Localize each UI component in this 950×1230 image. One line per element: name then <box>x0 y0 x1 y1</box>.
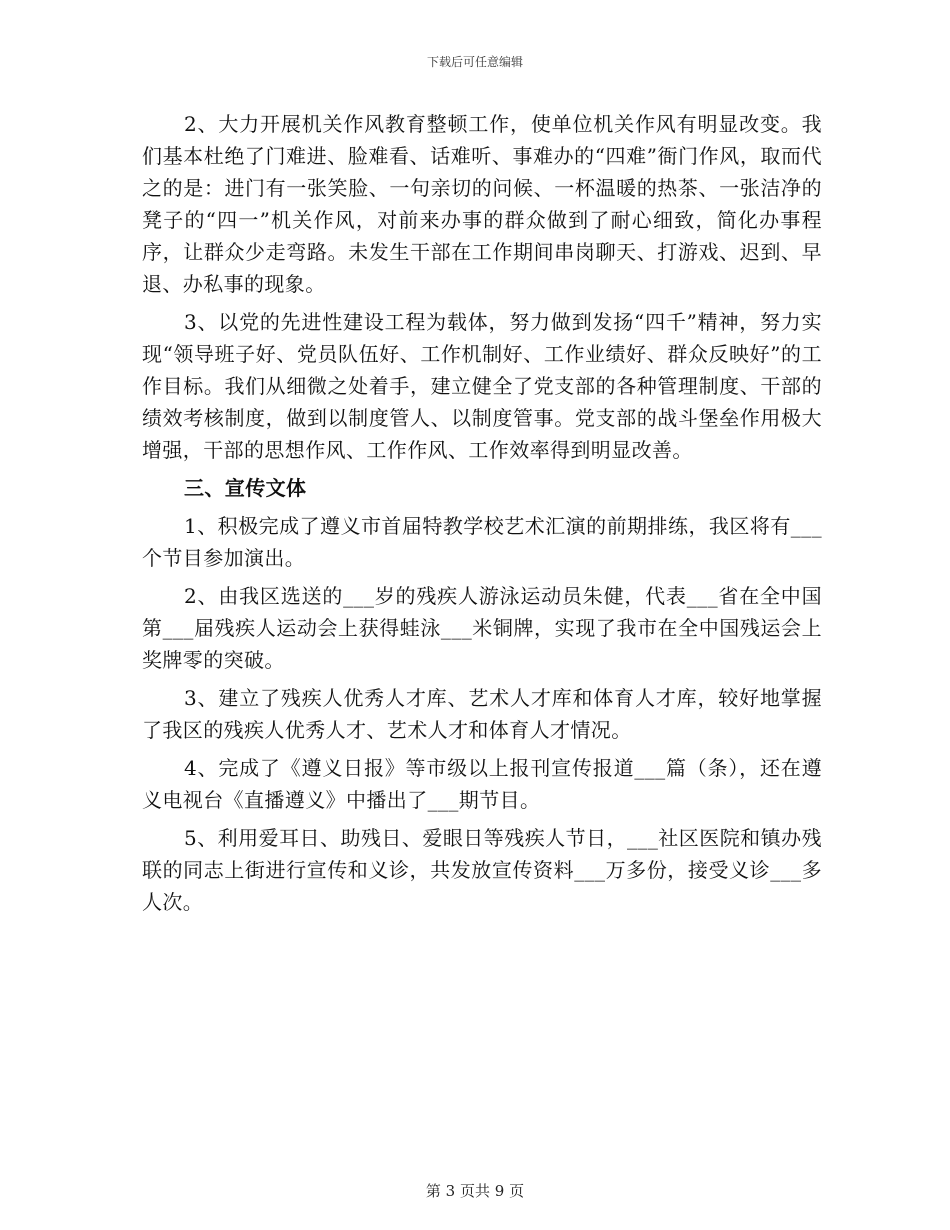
section-paragraph-2: 2、由我区选送的___岁的残疾人游泳运动员朱健，代表___省在全中国第___届残疾人运动会上获得蛙泳___米铜牌，实现了我市在全中国残运会上奖牌零的突破。 <box>142 584 822 672</box>
paragraph-3: 3、以党的先进性建设工程为载体，努力做到发扬“四千”精神，努力实现“领导班子好、党员队伍好、工作机制好、工作业绩好、群众反映好”的工作目标。我们从细微之处着手，建立健全了党支部的各种管理制度、干部的绩效考核制度，做到以制度管人、以制度管事。党支部的战斗堡垒作用极大增强，干部的思想作风、工作作风、工作效率得到明显改善。 <box>142 310 822 462</box>
page-header: 下载后可任意编辑 <box>426 55 523 69</box>
section-paragraph-1: 1、积极完成了遵义市首届特教学校艺术汇演的前期排练，我区将有___个节目参加演出。 <box>142 514 822 570</box>
paragraph-2: 2、大力开展机关作风教育整顿工作，使单位机关作风有明显改变。我们基本杜绝了门难进、脸难看、话难听、事难办的“四难”衙门作风，取而代之的是：进门有一张笑脸、一句亲切的问候、一杯温暖的热茶、一张洁净的凳子的“四一”机关作风，对前来办事的群众做到了耐心细致，简化办事程序，让群众少走弯路。未发生干部在工作期间串岗聊天、打游戏、迟到、早退、办私事的现象。 <box>142 112 822 296</box>
section-paragraph-3: 3、建立了残疾人优秀人才库、艺术人才库和体育人才库，较好地掌握了我区的残疾人优秀人才、艺术人才和体育人才情况。 <box>142 686 822 742</box>
section-paragraph-4: 4、完成了《遵义日报》等市级以上报刊宣传报道___篇（条），还在遵义电视台《直播遵义》中播出了___期节目。 <box>142 756 822 812</box>
document-body <box>142 108 822 924</box>
section-paragraph-5: 5、利用爱耳日、助残日、爱眼日等残疾人节日，___社区医院和镇办残联的同志上街进行宣传和义诊，共发放宣传资料___万多份，接受义诊___多人次。 <box>142 826 822 914</box>
section-heading: 三、宣传文体 <box>184 476 307 500</box>
page-footer: 第 3 页共 9 页 <box>425 1182 525 1200</box>
